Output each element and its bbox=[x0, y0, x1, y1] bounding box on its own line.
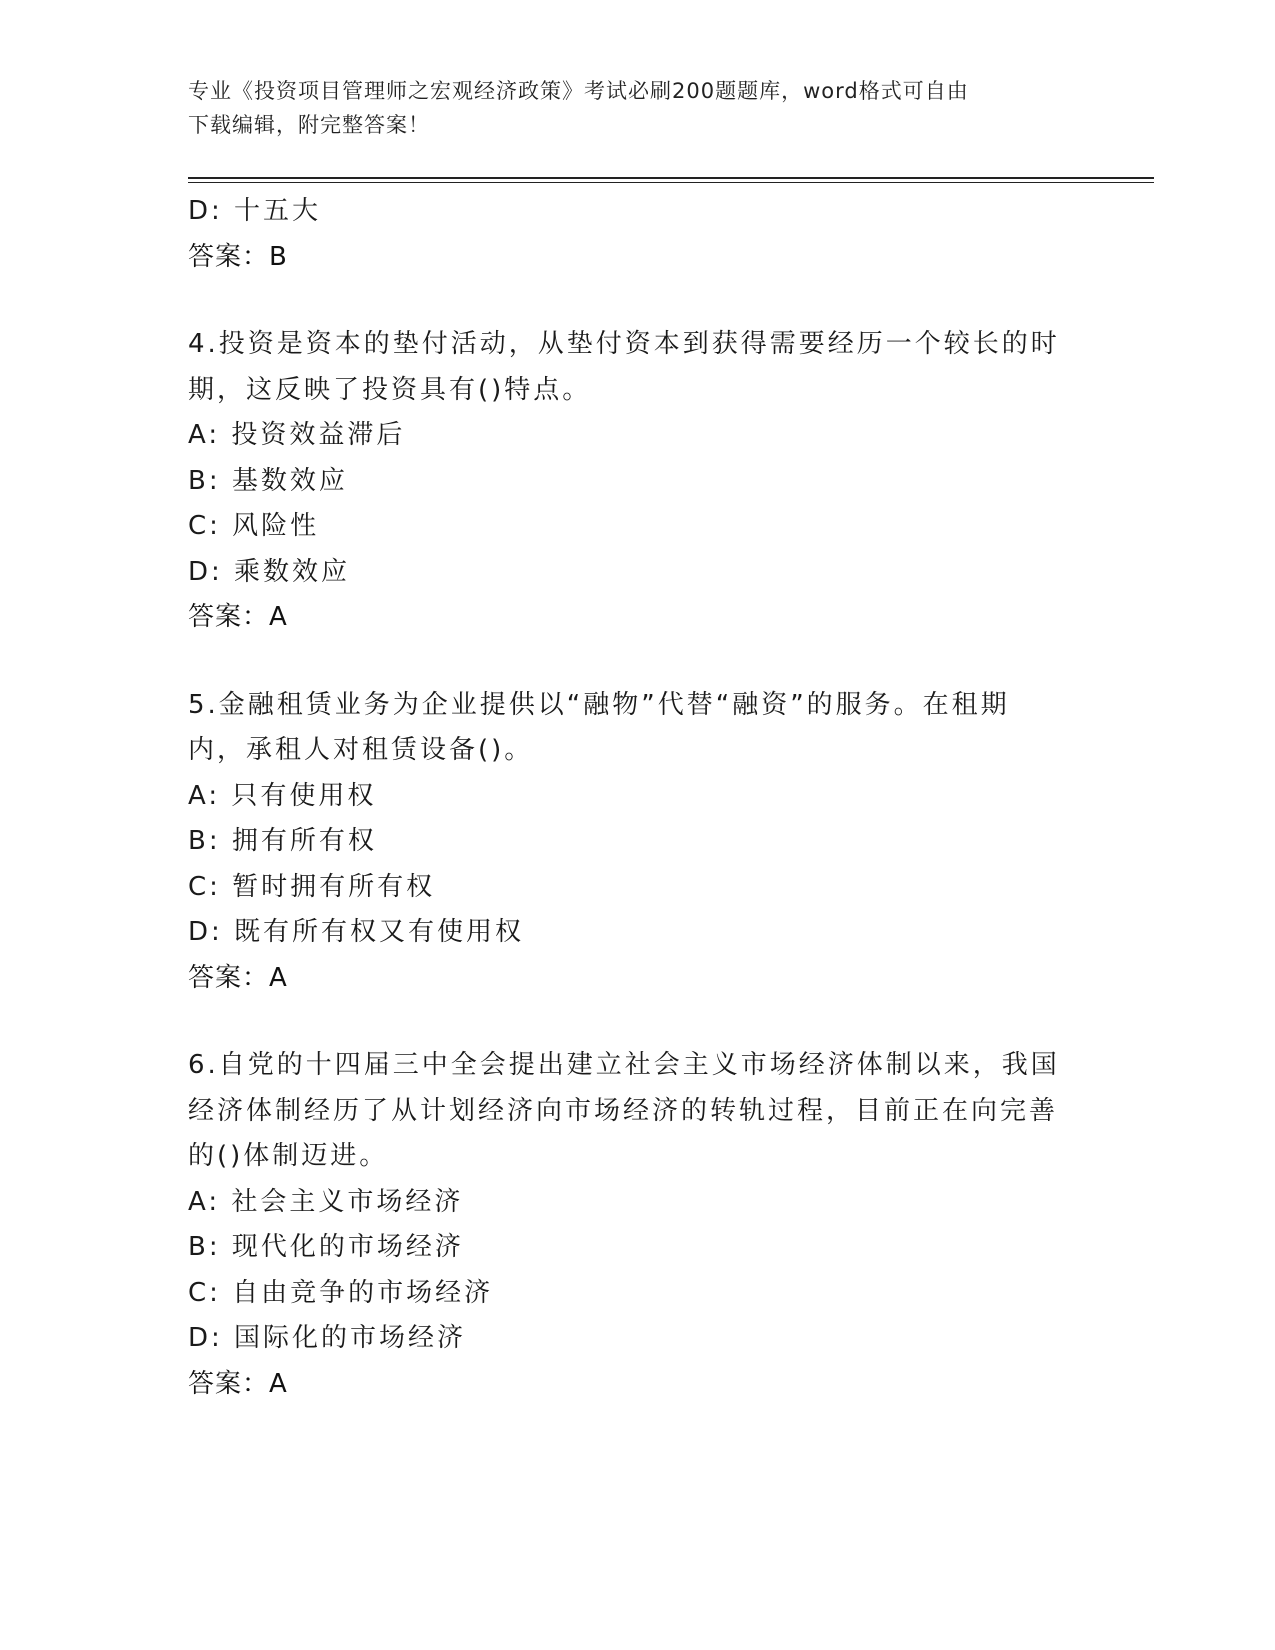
answer-line: 答案：A bbox=[188, 1368, 288, 1399]
answer-line: 答案：A bbox=[188, 962, 288, 993]
question-5 bbox=[188, 683, 1068, 1002]
option-a: A: 只有使用权 bbox=[188, 780, 377, 811]
option-b: B: 现代化的市场经济 bbox=[188, 1232, 464, 1262]
answer-line: 答案：B bbox=[188, 241, 288, 272]
question-stem-line: 期，这反映了投资具有()特点。 bbox=[188, 374, 592, 405]
answer-line: 答案：A bbox=[188, 602, 288, 632]
question-stem-line: 4.投资是资本的垫付活动，从垫付资本到获得需要经历一个较长的时 bbox=[188, 329, 1060, 359]
question-stem-line: 的()体制迈进。 bbox=[188, 1141, 389, 1171]
option-a: A: 社会主义市场经济 bbox=[188, 1186, 464, 1217]
option-d: D: 国际化的市场经济 bbox=[188, 1323, 467, 1353]
option-d: D: 既有所有权又有使用权 bbox=[188, 917, 525, 947]
question-6 bbox=[188, 1043, 1068, 1407]
question-3-tail bbox=[188, 189, 1068, 280]
spacer bbox=[188, 280, 1068, 322]
spacer bbox=[188, 1001, 1068, 1043]
header-line-2: 下载编辑，附完整答案！ bbox=[188, 113, 430, 137]
header-line-1: 专业《投资项目管理师之宏观经济政策》考试必刷200题题库，word格式可自由 bbox=[188, 79, 969, 103]
option-d: D: 乘数效应 bbox=[188, 556, 351, 587]
question-4 bbox=[188, 322, 1068, 641]
spacer bbox=[188, 641, 1068, 683]
document-body bbox=[188, 189, 1068, 1407]
option-c: C: 自由竞争的市场经济 bbox=[188, 1277, 494, 1308]
option-b: B: 基数效应 bbox=[188, 465, 348, 496]
option-c: C: 暂时拥有所有权 bbox=[188, 871, 436, 902]
question-stem-line: 经济体制经历了从计划经济向市场经济的转轨过程，目前正在向完善 bbox=[188, 1095, 1059, 1126]
document-header bbox=[188, 74, 1068, 142]
header-divider-thick bbox=[188, 177, 1154, 179]
question-stem-line: 6.自党的十四届三中全会提出建立社会主义市场经济体制以来，我国 bbox=[188, 1050, 1060, 1080]
option-a: A: 投资效益滞后 bbox=[188, 420, 406, 450]
option-b: B: 拥有所有权 bbox=[188, 826, 377, 856]
question-stem-line: 内，承租人对租赁设备()。 bbox=[188, 735, 534, 765]
header-divider-thin bbox=[188, 182, 1154, 183]
option-c: C: 风险性 bbox=[188, 511, 320, 541]
option-d: D: 十五大 bbox=[188, 196, 322, 226]
question-stem-line: 5.金融租赁业务为企业提供以“融物”代替“融资”的服务。在租期 bbox=[188, 689, 1010, 720]
